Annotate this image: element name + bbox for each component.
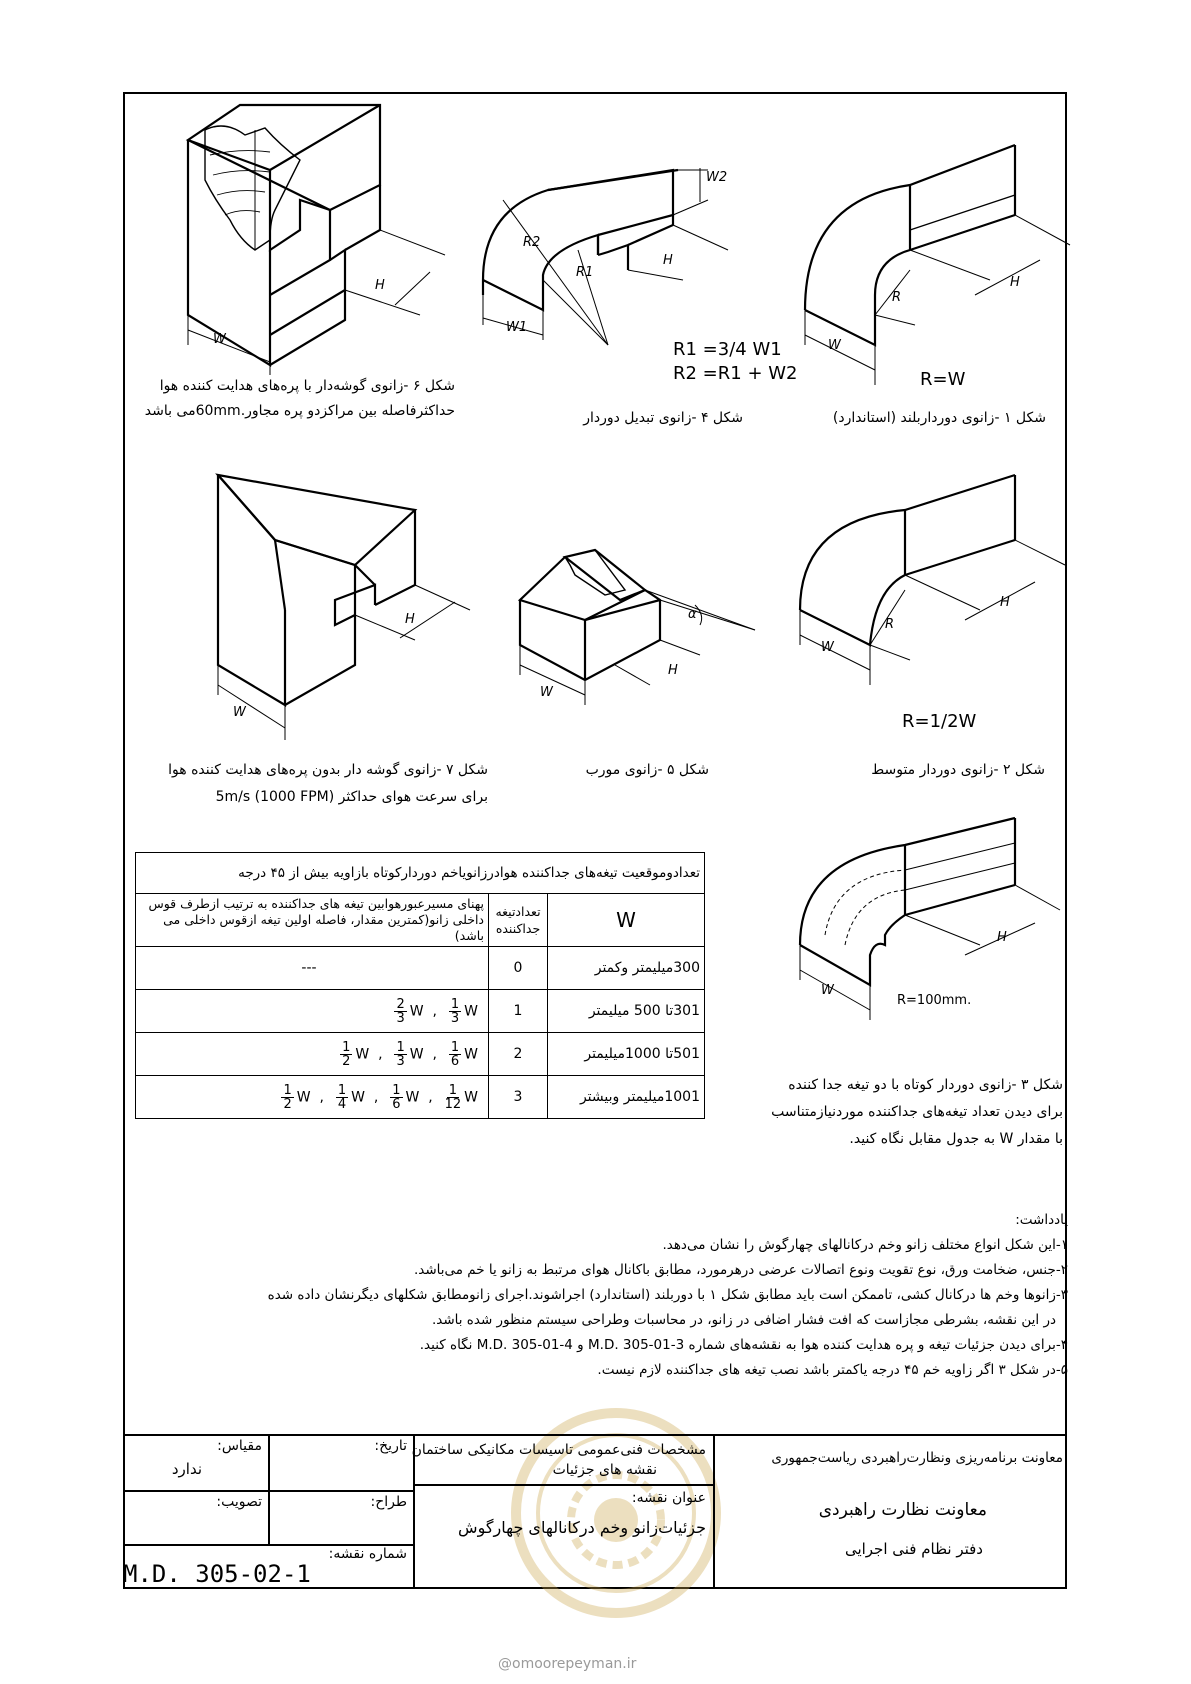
fig3-h-label: H <box>997 930 1007 945</box>
fig3-caption-line2: برای دیدن تعداد تیغه‌های جداکننده موردنیازمتناسب <box>771 1104 1063 1120</box>
fig4-caption: شکل ۴ -زانوی تبدیل دوردار <box>583 410 743 426</box>
table-row <box>136 947 705 990</box>
note-item: ۲-جنس، ضخامت ورق، نوع تقویت ونوع اتصالات عرضی درهرمورد، مطابق باکانال هوای مرتبط به زانو یا خم می‌باشد. <box>413 1262 1068 1278</box>
table-cell-count: 3 <box>489 1076 548 1119</box>
designer-label: طراح: <box>370 1494 407 1510</box>
fig1-h-label: H <box>1010 275 1020 290</box>
sheet-number: M.D. 305-02-1 <box>123 1560 311 1588</box>
note-item: ۴-برای دیدن جزئیات تیغه و پره هدایت کننده هوا به نقشه‌های شماره M.D. 305-01-3 و M.D. 305-01-4 نگاه کنید. <box>419 1337 1068 1353</box>
figure-5-angled-elbow <box>520 545 770 725</box>
fig1-caption: شکل ۱ -زانوی دورداربلند (استاندارد) <box>832 410 1046 426</box>
fig3-caption-line3: با مقدار W به جدول مقابل نگاه کنید. <box>849 1131 1063 1147</box>
fig6-caption-line1: شکل ۶ -زانوی گوشه‌دار با پره‌های هدایت کننده هوا <box>159 378 455 394</box>
date-label: تاریخ: <box>374 1438 407 1454</box>
map-title-label: عنوان نقشه: <box>631 1490 706 1506</box>
approval-label: تصویب: <box>216 1494 262 1510</box>
note-item: ۵-در شکل ۳ اگر زاویه خم ۴۵ درجه یاکمتر باشد نصب تیغه های جداکننده لازم نیست. <box>597 1362 1068 1378</box>
org-line1: معاونت برنامه‌ریزی ونظارت‌راهبردی ریاست‌جمهوری <box>771 1450 1063 1466</box>
fig3-caption-line1: شکل ۳ -زانوی دوردار کوتاه با دو تیغه جدا کننده <box>788 1077 1063 1093</box>
notes-section <box>138 1208 1068 1383</box>
table-header-w: W <box>548 894 705 947</box>
table-cell-count: 1 <box>489 990 548 1033</box>
fig2-formula: R=1/2W <box>902 711 977 732</box>
fraction: $\frac{1}{12}$ <box>444 1082 462 1112</box>
figure-1-long-radius-elbow <box>800 140 1070 380</box>
title-block <box>123 1434 1067 1589</box>
note-item: ۱-این شکل انواع مختلف زانو وخم درکانالهای چهارگوش را نشان می‌دهد. <box>662 1237 1068 1253</box>
table-title: تعدادوموقعیت تیغه‌های جداکننده هوادرزانویاخم دوردارکوتاه بازاویه بیش از ۴۵ درجه <box>136 853 705 894</box>
figure-7-drawing <box>215 470 485 760</box>
fig4-w1-label: W1 <box>506 320 528 335</box>
table-cell-spacing: $\frac{2}{3}$ W , $\frac{1}{3}$ W <box>136 990 489 1033</box>
table-header-spacing: پهنای مسیرعبورهوابین تیغه های جداکننده به ترتیب ازطرف قوس داخلی زانو(کمترین مقدار، فاصله اولین تیغه ازقوس داخلی می باشد) <box>136 894 489 947</box>
table-cell-count: 2 <box>489 1033 548 1076</box>
map-title: جزئیات‌زانو وخم درکانالهای چهارگوش <box>458 1518 706 1537</box>
fig5-h-label: H <box>668 663 678 678</box>
fig6-w-label: W <box>213 332 226 347</box>
org-line2: معاونت نظارت راهبردی <box>818 1500 987 1520</box>
table-cell-w: 300میلیمتر وکمتر <box>548 947 705 990</box>
fig4-r2-label: R2 <box>523 235 541 250</box>
table-cell-spacing: --- <box>136 947 489 990</box>
fig7-caption-line1: شکل ۷ -زانوی گوشه دار بدون پره‌های هدایت کننده هوا <box>168 762 488 778</box>
fraction: $\frac{1}{3}$ <box>450 996 460 1026</box>
figure-4-drawing <box>478 140 738 370</box>
figure-3-short-radius-elbow-with-splitters <box>795 815 1065 1045</box>
spec-line2: نقشه های جزئیات <box>552 1462 657 1478</box>
splitter-vanes-table <box>135 852 705 1119</box>
fig4-formula-r1: R1 =3/4 W1 <box>673 339 782 360</box>
fraction: $\frac{1}{2}$ <box>283 1082 292 1112</box>
fraction: $\frac{1}{6}$ <box>392 1082 401 1112</box>
fig7-h-label: H <box>405 612 415 627</box>
fig7-w-label: W <box>233 705 246 720</box>
fig4-h-label: H <box>663 253 673 268</box>
figure-7-mitered-elbow-no-vanes <box>215 470 485 760</box>
scale-label: مقیاس: <box>217 1438 262 1454</box>
table-cell-w: 1001میلیمتر وبیشتر <box>548 1076 705 1119</box>
fig1-formula: R=W <box>920 369 966 390</box>
notes-title: یادداشت: <box>1015 1212 1068 1228</box>
fig5-angle-label: α <box>688 607 697 622</box>
table-cell-spacing: $\frac{1}{2}$ W , $\frac{1}{3}$ W , $\frac{1}{6}$ W <box>136 1033 489 1076</box>
spec-line1: مشخصات فنی‌عمومی تاسیسات مکانیکی ساختمان <box>411 1442 706 1458</box>
table-cell-spacing: $\frac{1}{2}$ W , $\frac{1}{4}$ W , $\frac{1}{6}$ W , $\frac{1}{12}$ W <box>136 1076 489 1119</box>
fig6-caption-line2: حداکثرفاصله بین مراکزدو پره مجاور.60mmمی باشد <box>144 403 455 419</box>
table-header-count: تعدادتیغه جداکننده <box>489 894 548 947</box>
fig7-caption-line2: برای سرعت هوای حداکثر 5m/s (1000 FPM) <box>215 789 488 805</box>
fig2-r-label: R <box>885 617 895 632</box>
fig2-caption: شکل ۲ -زانوی دوردار متوسط <box>871 762 1045 778</box>
fig5-caption: شکل ۵ -زانوی مورب <box>585 762 709 778</box>
fig3-w-label: W <box>821 983 834 998</box>
table-row <box>136 1033 705 1076</box>
figure-5-drawing <box>520 545 770 725</box>
figure-2-drawing <box>795 470 1065 710</box>
site-watermark: @omoorepeyman.ir <box>498 1656 637 1672</box>
fraction: $\frac{1}{3}$ <box>396 1039 405 1069</box>
figure-3-drawing <box>795 815 1065 1045</box>
fig3-r-label: R=100mm. <box>897 993 972 1008</box>
fig4-w2-label: W2 <box>706 170 728 185</box>
fig4-formula-r2: R2 =R1 + W2 <box>673 363 798 384</box>
fig4-r1-label: R1 <box>576 265 594 280</box>
figure-6-drawing <box>185 100 455 370</box>
fraction: $\frac{1}{4}$ <box>337 1082 347 1112</box>
figure-6-mitered-elbow-with-vanes <box>185 100 455 370</box>
table-cell-w: 301تا 500 میلیمتر <box>548 990 705 1033</box>
table-cell-count: 0 <box>489 947 548 990</box>
figure-2-medium-radius-elbow <box>795 470 1065 710</box>
fig2-w-label: W <box>821 640 834 655</box>
figure-4-transition-radius-elbow <box>478 140 738 370</box>
note-item: در این نقشه، بشرطی مجازاست که افت فشار اضافی در زانو، در محاسبات وطراحی سیستم منظور شده باشد. <box>431 1312 1056 1328</box>
table-cell-w: 501تا 1000میلیمتر <box>548 1033 705 1076</box>
table-row <box>136 1076 705 1119</box>
table-row <box>136 990 705 1033</box>
org-line3: دفتر نظام فنی اجرایی <box>844 1540 983 1558</box>
scale-value: ندارد <box>171 1460 202 1478</box>
fraction: $\frac{1}{6}$ <box>450 1039 460 1069</box>
fig2-h-label: H <box>1000 595 1010 610</box>
sheet-number-label: شماره نقشه: <box>328 1546 407 1562</box>
fig5-w-label: W <box>540 685 553 700</box>
fraction: $\frac{1}{2}$ <box>342 1039 351 1069</box>
fig1-w-label: W <box>828 338 841 353</box>
fraction: $\frac{2}{3}$ <box>396 996 405 1026</box>
fig1-r-label: R <box>892 290 902 305</box>
note-item: ۳-زانوها وخم ها درکانال کشی، تاممکن است باید مطابق شکل ۱ با دوربلند (استاندارد) اجراشوند.اجرای زانومطابق شکلهای دیگرنشان داده شده <box>267 1287 1068 1303</box>
fig6-h-label: H <box>375 278 385 293</box>
